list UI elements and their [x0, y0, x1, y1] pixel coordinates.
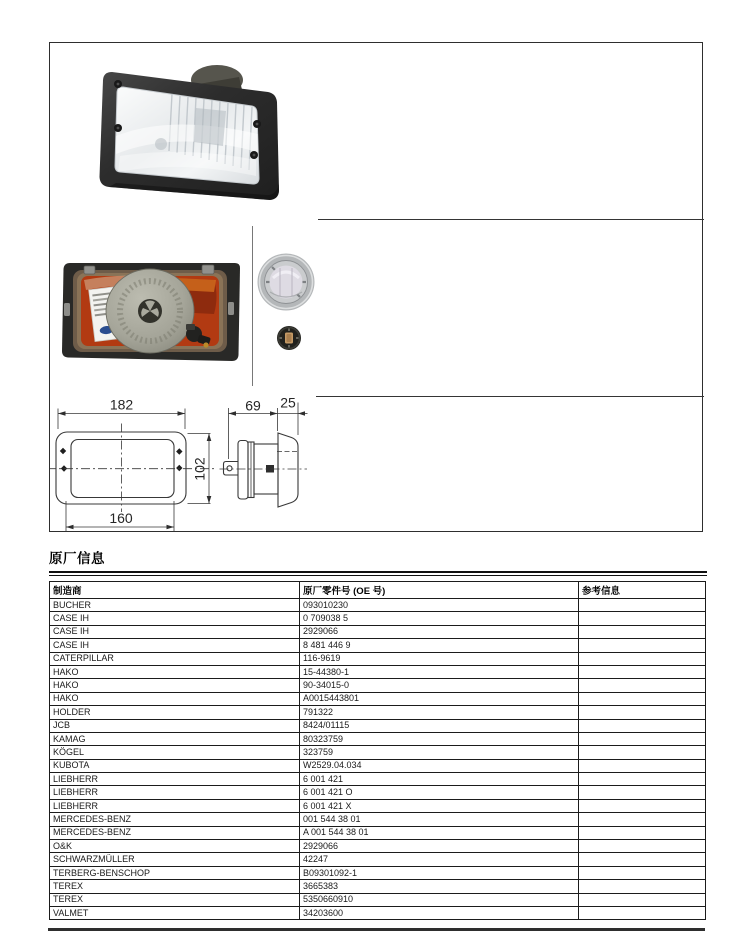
reference-cell [579, 692, 706, 705]
part-number-cell: 8424/01115 [300, 719, 579, 732]
table-row [50, 799, 706, 812]
manufacturer-cell: CASE IH [50, 625, 300, 638]
dim-label-102: 102 [191, 457, 208, 481]
reference-cell [579, 853, 706, 866]
panel-divider-top [318, 219, 704, 220]
part-number-cell: 34203600 [300, 906, 579, 919]
reference-cell [579, 773, 706, 786]
table-row [50, 719, 706, 732]
reference-cell [579, 732, 706, 745]
mounting-clip-right [202, 265, 214, 274]
table-header-row [50, 582, 706, 599]
reference-cell [579, 599, 706, 612]
table-row [50, 773, 706, 786]
side-view [220, 433, 308, 507]
manufacturer-cell: HAKO [50, 665, 300, 678]
part-number-cell: 6 001 421 X [300, 799, 579, 812]
part-number-cell: 2929066 [300, 840, 579, 853]
table-row [50, 853, 706, 866]
table-row [50, 706, 706, 719]
reference-cell [579, 746, 706, 759]
part-number-cell: A 001 544 38 01 [300, 826, 579, 839]
manufacturer-cell: MERCEDES-BENZ [50, 813, 300, 826]
table-row [50, 639, 706, 652]
headlight-front-photo [76, 56, 306, 221]
part-number-cell: 093010230 [300, 599, 579, 612]
headlight-rear-photo [56, 256, 244, 364]
part-number-cell: B09301092-1 [300, 866, 579, 879]
panel-divider-vertical [252, 226, 253, 386]
part-number-cell: 116-9619 [300, 652, 579, 665]
centerlines-front [50, 424, 214, 513]
table-row [50, 866, 706, 879]
reference-cell [579, 665, 706, 678]
technical-drawing [50, 396, 316, 533]
part-number-cell: 001 544 38 01 [300, 813, 579, 826]
table-row [50, 652, 706, 665]
bulb-part-photo [276, 325, 302, 351]
dim-label-69: 69 [245, 397, 261, 414]
reference-cell [579, 799, 706, 812]
oem-table-body [50, 599, 706, 920]
reference-cell [579, 652, 706, 665]
manufacturer-cell: JCB [50, 719, 300, 732]
page-bottom-rule [48, 928, 705, 931]
table-row [50, 665, 706, 678]
part-number-header: 原厂零件号 (OE 号) [300, 582, 579, 599]
reference-cell [579, 639, 706, 652]
part-number-cell: 3665383 [300, 880, 579, 893]
reference-cell [579, 706, 706, 719]
reference-cell [579, 625, 706, 638]
part-number-cell: 0 709038 5 [300, 612, 579, 625]
part-number-cell: 80323759 [300, 732, 579, 745]
part-number-cell: 2929066 [300, 625, 579, 638]
part-number-cell: A0015443801 [300, 692, 579, 705]
manufacturer-cell: CASE IH [50, 639, 300, 652]
reference-cell [579, 759, 706, 772]
table-row [50, 759, 706, 772]
reference-cell [579, 893, 706, 906]
manufacturer-cell: CASE IH [50, 612, 300, 625]
manufacturer-cell: TEREX [50, 880, 300, 893]
table-row [50, 732, 706, 745]
table-row [50, 826, 706, 839]
part-number-cell: 42247 [300, 853, 579, 866]
dim-label-160: 160 [109, 510, 133, 526]
table-row [50, 840, 706, 853]
reference-cell [579, 826, 706, 839]
manufacturer-cell: LIEBHERR [50, 773, 300, 786]
table-row [50, 612, 706, 625]
part-number-cell: 15-44380-1 [300, 665, 579, 678]
table-row [50, 906, 706, 919]
reference-cell [579, 840, 706, 853]
manufacturer-cell: HAKO [50, 692, 300, 705]
dim-label-25: 25 [280, 396, 296, 411]
table-row [50, 880, 706, 893]
table-row [50, 893, 706, 906]
reference-cell [579, 813, 706, 826]
table-row [50, 786, 706, 799]
heading-rule [49, 571, 707, 576]
product-image-panel [49, 42, 703, 532]
part-number-cell: W2529.04.034 [300, 759, 579, 772]
reference-cell [579, 906, 706, 919]
manufacturer-cell: HAKO [50, 679, 300, 692]
reference-cell [579, 612, 706, 625]
table-row [50, 746, 706, 759]
manufacturer-cell: VALMET [50, 906, 300, 919]
dim-label-182: 182 [109, 396, 134, 413]
table-row [50, 692, 706, 705]
manufacturer-header: 制造商 [50, 582, 300, 599]
reference-cell [579, 679, 706, 692]
part-number-cell: 8 481 446 9 [300, 639, 579, 652]
manufacturer-cell: HOLDER [50, 706, 300, 719]
table-row [50, 625, 706, 638]
mounting-clip-left [84, 266, 95, 274]
table-row [50, 813, 706, 826]
manufacturer-cell: KUBOTA [50, 759, 300, 772]
part-number-cell: 6 001 421 [300, 773, 579, 786]
manufacturer-cell: O&K [50, 840, 300, 853]
manufacturer-cell: KAMAG [50, 732, 300, 745]
reference-cell [579, 880, 706, 893]
manufacturer-cell: CATERPILLAR [50, 652, 300, 665]
reference-cell [579, 719, 706, 732]
part-number-cell: 90-34015-0 [300, 679, 579, 692]
manufacturer-cell: TEREX [50, 893, 300, 906]
part-number-cell: 791322 [300, 706, 579, 719]
panel-divider-bottom [316, 396, 704, 397]
part-number-cell: 6 001 421 O [300, 786, 579, 799]
dim-69-25 [229, 403, 308, 460]
manufacturer-cell: LIEBHERR [50, 786, 300, 799]
manufacturer-cell: MERCEDES-BENZ [50, 826, 300, 839]
manufacturer-cell: BUCHER [50, 599, 300, 612]
table-row [50, 599, 706, 612]
part-number-cell: 323759 [300, 746, 579, 759]
manufacturer-cell: SCHWARZMÜLLER [50, 853, 300, 866]
table-row [50, 679, 706, 692]
reference-header: 参考信息 [579, 582, 706, 599]
back-cap-photo [256, 252, 316, 312]
oem-table [49, 581, 706, 920]
manufacturer-cell: LIEBHERR [50, 799, 300, 812]
section-heading: 原厂信息 [49, 551, 105, 566]
reference-cell [579, 786, 706, 799]
manufacturer-cell: TERBERG-BENSCHOP [50, 866, 300, 879]
front-view-outer [56, 432, 186, 504]
part-number-cell: 5350660910 [300, 893, 579, 906]
manufacturer-cell: KÖGEL [50, 746, 300, 759]
reference-cell [579, 866, 706, 879]
